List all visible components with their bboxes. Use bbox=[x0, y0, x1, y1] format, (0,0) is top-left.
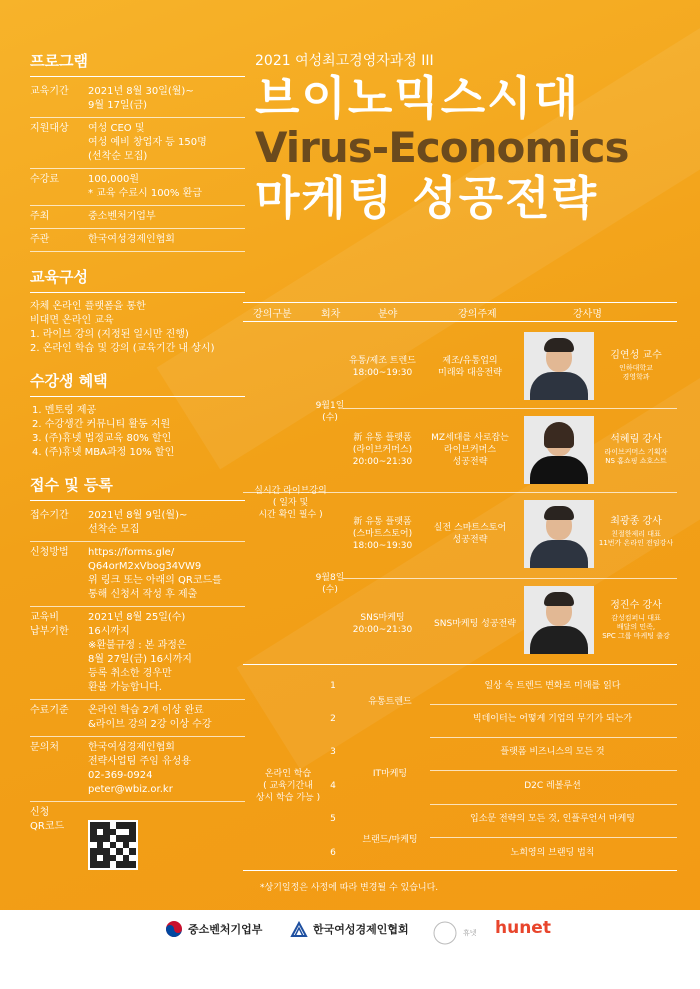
info-value: 여성 CEO 및 여성 예비 창업자 등 150명 (선착순 모집) bbox=[88, 123, 207, 162]
course-subtitle: 2021 여성최고경영자과정 III bbox=[255, 53, 434, 69]
info-value: 중소벤처기업부 bbox=[88, 211, 156, 222]
speaker-name: 최광종 강사 bbox=[610, 516, 662, 527]
program-title: 프로그램 bbox=[30, 46, 245, 77]
online-field: 브랜드/마케팅 bbox=[362, 835, 418, 845]
logo-hunet-emblem-text: 휴넷 bbox=[463, 929, 477, 937]
title-block bbox=[255, 50, 675, 224]
benefit-list bbox=[30, 401, 245, 460]
online-session-number: 1 bbox=[330, 681, 336, 691]
speaker-photo bbox=[524, 586, 594, 654]
row-divider bbox=[343, 578, 677, 579]
info-row bbox=[30, 700, 245, 737]
title-vnomics: 브이노믹스시대 bbox=[255, 71, 581, 125]
table-bottom-border bbox=[243, 870, 677, 871]
online-topic: 플랫폼 비즈니스의 모든 것 bbox=[500, 747, 605, 757]
benefit-title: 수강생 혜택 bbox=[30, 366, 245, 397]
online-topic: D2C 레볼루션 bbox=[524, 781, 581, 791]
edu-text: 자체 온라인 플랫폼을 통한 비대면 온라인 교육 1. 라이브 강의 (지정된 일시만 진행) 2. 온라인 학습 및 강의 (교육기간 내 상시) bbox=[30, 301, 215, 354]
benefit-item: 3. (주)휴넷 법정교육 80% 할인 bbox=[32, 433, 172, 444]
speaker-affiliation: 인하대학교 경영학과 bbox=[619, 364, 653, 381]
info-row bbox=[30, 169, 245, 206]
speaker-affiliation: 감성컴퍼니 대표 배달의 민족, SPC 그룹 마케팅 출강 bbox=[602, 614, 670, 640]
schedule-table-header bbox=[243, 302, 677, 322]
info-row bbox=[30, 81, 245, 118]
program-table bbox=[30, 81, 245, 252]
title-marketing: 마케팅 성공전략 bbox=[255, 171, 599, 225]
speaker-name: 석혜림 강사 bbox=[610, 434, 662, 445]
info-value: 온라인 학습 2개 이상 완료 &라이브 강의 2강 이상 수강 bbox=[88, 705, 212, 730]
col-header: 분야 bbox=[378, 309, 398, 320]
speaker-photo bbox=[524, 332, 594, 400]
live-field: 유통/제조 트렌드 18:00~19:30 bbox=[349, 356, 416, 378]
speaker-name: 정진수 강사 bbox=[610, 600, 662, 611]
col-header: 강의주제 bbox=[458, 309, 497, 320]
logo-hunet-text: hunet bbox=[495, 918, 551, 938]
speaker-affiliation: 라이브커머스 기획자 NS 홈쇼핑 쇼호스트 bbox=[604, 448, 668, 465]
online-session-number: 6 bbox=[330, 848, 336, 858]
live-field: 新 유통 플랫폼 (라이브커머스) 20:00~21:30 bbox=[352, 433, 413, 467]
online-session-number: 5 bbox=[330, 814, 336, 824]
info-row bbox=[30, 505, 245, 542]
info-key: 수강료 bbox=[30, 174, 59, 185]
info-row bbox=[30, 542, 245, 607]
live-lecture-label: 실시간 라이브강의 ( 일자 및 시간 확인 필수 ) bbox=[254, 486, 327, 520]
live-topic: 실전 스마트스토어 성공전략 bbox=[433, 523, 507, 545]
online-topic: 입소문 전략의 모든 것, 인플루언서 마케팅 bbox=[470, 814, 635, 824]
schedule-note: *상기일정은 사정에 따라 변경될 수 있습니다. bbox=[260, 883, 439, 893]
logo-kowbiz-text: 한국여성경제인협회 bbox=[313, 923, 409, 936]
info-key: 교육기간 bbox=[30, 86, 69, 97]
date-sep-1: 9월1일 (수) bbox=[315, 401, 345, 423]
online-learning-label: 온라인 학습 ( 교육기간내 상시 학습 가능 ) bbox=[255, 769, 321, 803]
title-virus-economics: Virus-Economics bbox=[255, 123, 629, 172]
row-divider bbox=[243, 492, 677, 493]
live-topic: SNS마케팅 성공전략 bbox=[434, 619, 516, 629]
speaker-photo bbox=[524, 416, 594, 484]
section-divider bbox=[243, 664, 677, 665]
online-session-number: 3 bbox=[330, 747, 336, 757]
info-value: 2021년 8월 30일(월)~ 9월 17일(금) bbox=[88, 86, 194, 111]
online-field: IT마케팅 bbox=[372, 769, 408, 779]
row-divider bbox=[430, 804, 677, 805]
qr-label: 신청 QR코드 bbox=[30, 807, 65, 832]
qr-code[interactable] bbox=[88, 820, 138, 870]
left-column bbox=[30, 46, 245, 888]
info-value: 한국여성경제인협회 bbox=[88, 234, 175, 245]
col-header: 회차 bbox=[321, 309, 341, 320]
live-field: SNS마케팅 20:00~21:30 bbox=[352, 613, 413, 635]
logo-mss bbox=[165, 920, 262, 938]
qr-row bbox=[30, 802, 245, 888]
col-header: 강사명 bbox=[573, 309, 602, 320]
registration-table bbox=[30, 505, 245, 802]
date-sep-8: 9월8일 (수) bbox=[315, 573, 345, 595]
row-divider bbox=[430, 704, 677, 705]
kowbiz-icon bbox=[290, 920, 308, 938]
online-topic: 노희영의 브랜딩 법칙 bbox=[510, 848, 595, 858]
info-value: 100,000원 * 교육 수료시 100% 환급 bbox=[88, 174, 202, 199]
benefit-item: 2. 수강생간 커뮤니티 활동 지원 bbox=[32, 419, 171, 430]
logo-kowbiz bbox=[290, 920, 409, 938]
info-key: 주최 bbox=[30, 211, 50, 222]
info-key: 신청방법 bbox=[30, 547, 69, 558]
live-topic: MZ세대를 사로잡는 라이브커머스 성공전략 bbox=[431, 433, 509, 467]
registration-title: 접수 및 등록 bbox=[30, 470, 245, 501]
online-session-number: 4 bbox=[330, 781, 336, 791]
taegeuk-icon bbox=[165, 920, 183, 938]
logo-hunet bbox=[495, 918, 551, 938]
edu-title: 교육구성 bbox=[30, 262, 245, 293]
speaker-photo bbox=[524, 500, 594, 568]
logo-mss-text: 중소벤처기업부 bbox=[188, 923, 263, 936]
row-divider bbox=[343, 408, 677, 409]
online-field: 유통트렌드 bbox=[368, 697, 412, 707]
speaker-name: 김연성 교수 bbox=[610, 350, 662, 361]
online-session-number: 2 bbox=[330, 714, 336, 724]
info-key: 문의처 bbox=[30, 742, 59, 753]
footer-logos bbox=[0, 910, 700, 989]
online-topic: 일상 속 트렌드 변화로 미래를 읽다 bbox=[484, 681, 621, 691]
row-divider bbox=[430, 837, 677, 838]
info-value: 2021년 8월 9일(월)~ 선착순 모집 bbox=[88, 510, 188, 535]
info-value: 한국여성경제인협회 전략사업팀 주임 유성용 02-369-0924 peter@wbiz.or.kr bbox=[88, 742, 191, 795]
info-key: 주관 bbox=[30, 234, 50, 245]
info-key: 지원대상 bbox=[30, 123, 69, 134]
info-key: 수료기준 bbox=[30, 705, 69, 716]
benefit-item: 1. 멘토링 제공 bbox=[32, 405, 97, 416]
info-row bbox=[30, 607, 245, 700]
info-value: 2021년 8월 25일(수) 16시까지 ※환불규정 : 본 과정은 8월 27일(금) 16시까지 등록 취소한 경우만 환불 가능합니다. bbox=[88, 612, 192, 693]
info-key: 교육비 납부기한 bbox=[30, 612, 69, 637]
info-row bbox=[30, 118, 245, 169]
info-row bbox=[30, 206, 245, 229]
info-value: https://forms.gle/ Q64orM2xVbog34VW9 위 링크 또는 아래의 QR코드를 통해 신청서 작성 후 제출 bbox=[88, 547, 222, 600]
row-divider bbox=[430, 770, 677, 771]
live-topic: 제조/유통업의 미래와 대응전략 bbox=[438, 356, 502, 378]
logo-hunet-emblem bbox=[432, 920, 477, 946]
emblem-icon bbox=[432, 920, 458, 946]
info-row bbox=[30, 229, 245, 252]
info-key: 접수기간 bbox=[30, 510, 69, 521]
online-topic: 빅데이터는 어떻게 기업의 무기가 되는가 bbox=[472, 714, 633, 724]
info-row bbox=[30, 737, 245, 802]
speaker-affiliation: 친절한제리 대표 11번가 온라인 전임강사 bbox=[598, 530, 674, 547]
live-field: 新 유통 플랫폼 (스마트스토어) 18:00~19:30 bbox=[352, 517, 413, 551]
benefit-item: 4. (주)휴넷 MBA과정 10% 할인 bbox=[32, 447, 175, 458]
col-header: 강의구분 bbox=[253, 309, 292, 320]
row-divider bbox=[430, 737, 677, 738]
